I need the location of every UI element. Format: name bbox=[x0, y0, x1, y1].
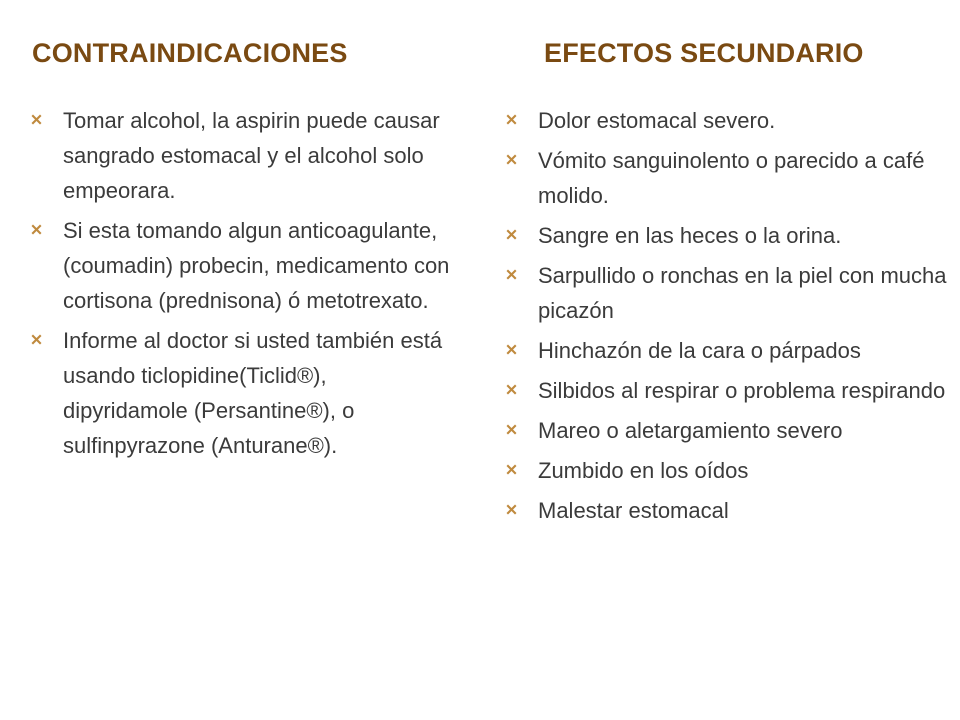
list-item-text: Silbidos al respirar o problema respirando bbox=[538, 378, 946, 403]
x-mark-bullet-icon bbox=[505, 268, 518, 281]
list-item bbox=[505, 413, 950, 448]
list-item-text: Si esta tomando algun anticoagulante, (coumadin) probecin, medicamento con cortisona (prednisona) ó metotrexato. bbox=[63, 218, 450, 313]
list-item bbox=[30, 103, 450, 208]
x-mark-bullet-icon bbox=[30, 223, 43, 236]
list-item bbox=[505, 143, 950, 213]
list-item bbox=[505, 258, 950, 328]
list-item-text: Zumbido en los oídos bbox=[538, 458, 749, 483]
x-mark-bullet-icon bbox=[505, 153, 518, 166]
list-item bbox=[505, 493, 950, 528]
x-mark-bullet-icon bbox=[505, 343, 518, 356]
list-item-text: Tomar alcohol, la aspirin puede causar sangrado estomacal y el alcohol solo empeorara. bbox=[63, 108, 440, 203]
list-item bbox=[505, 453, 950, 488]
x-mark-bullet-icon bbox=[30, 113, 43, 126]
contraindications-column bbox=[30, 38, 450, 468]
list-item bbox=[30, 213, 450, 318]
list-item bbox=[30, 323, 450, 463]
list-item-text: Malestar estomacal bbox=[538, 498, 729, 523]
side-effects-list bbox=[505, 103, 950, 528]
list-item bbox=[505, 373, 950, 408]
list-item-text: Vómito sanguinolento o parecido a café molido. bbox=[538, 148, 925, 208]
x-mark-bullet-icon bbox=[505, 383, 518, 396]
contraindications-heading: CONTRAINDICACIONES bbox=[32, 38, 348, 68]
side-effects-heading: EFECTOS SECUNDARIO bbox=[544, 38, 864, 68]
list-item-text: Sangre en las heces o la orina. bbox=[538, 223, 842, 248]
list-item bbox=[505, 103, 950, 138]
side-effects-column bbox=[505, 38, 950, 533]
x-mark-bullet-icon bbox=[505, 113, 518, 126]
x-mark-bullet-icon bbox=[505, 463, 518, 476]
x-mark-bullet-icon bbox=[505, 503, 518, 516]
x-mark-bullet-icon bbox=[505, 228, 518, 241]
list-item-text: Dolor estomacal severo. bbox=[538, 108, 776, 133]
x-mark-bullet-icon bbox=[505, 423, 518, 436]
list-item bbox=[505, 218, 950, 253]
list-item bbox=[505, 333, 950, 368]
list-item-text: Sarpullido o ronchas en la piel con mucha picazón bbox=[538, 263, 947, 323]
list-item-text: Mareo o aletargamiento severo bbox=[538, 418, 843, 443]
list-item-text: Hinchazón de la cara o párpados bbox=[538, 338, 861, 363]
contraindications-list bbox=[30, 103, 450, 463]
list-item-text: Informe al doctor si usted también está usando ticlopidine(Ticlid®), dipyridamole (Persantine®), o sulfinpyrazone (Anturane®). bbox=[63, 328, 443, 458]
x-mark-bullet-icon bbox=[30, 333, 43, 346]
